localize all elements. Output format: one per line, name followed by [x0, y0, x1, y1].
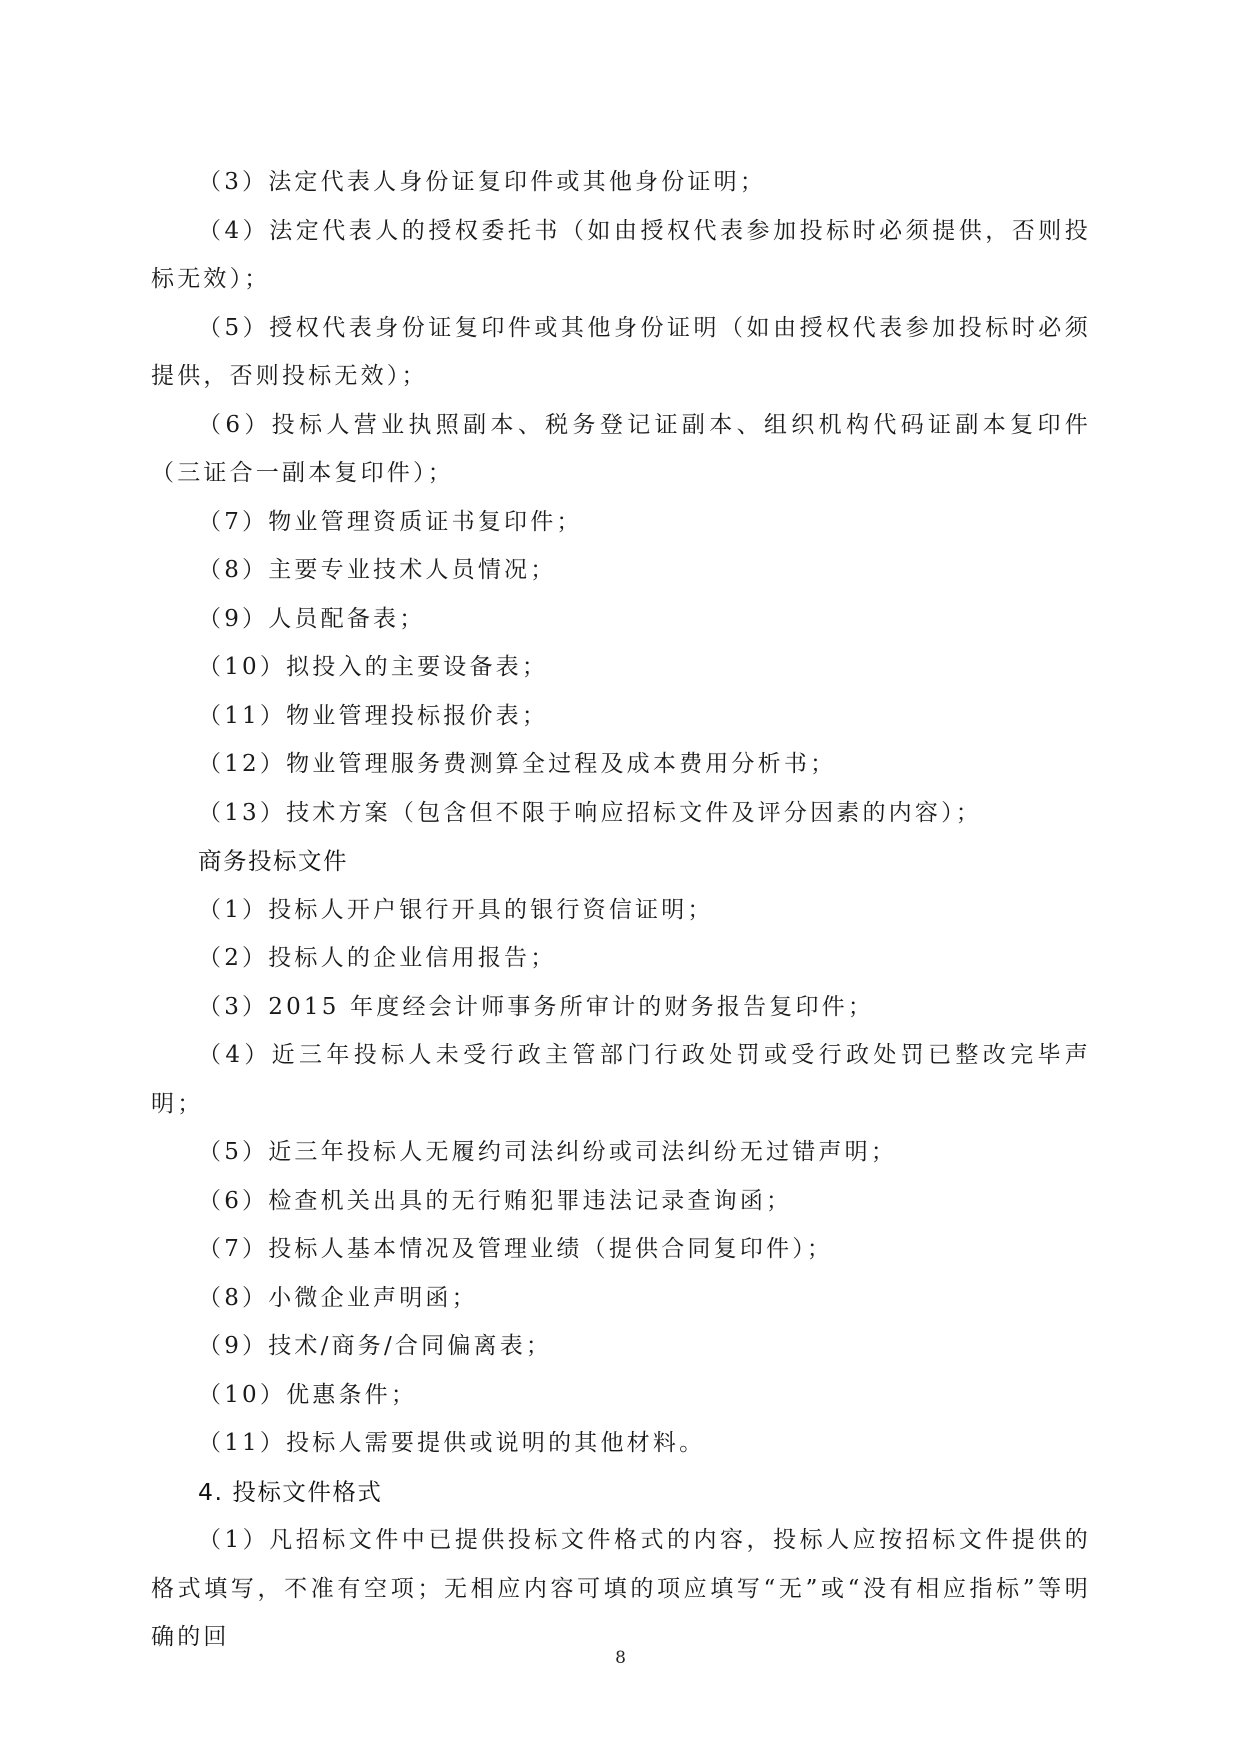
- item-biz-5: （5）近三年投标人无履约司法纠纷或司法纠纷无过错声明；: [198, 1139, 898, 1165]
- item-biz-3: （3）2015 年度经会计师事务所审计的财务报告复印件；: [198, 993, 875, 1020]
- item-biz-11: （11）投标人需要提供或说明的其他材料。: [198, 1430, 706, 1456]
- item-tech-7: （7）物业管理资质证书复印件；: [198, 508, 583, 535]
- item-biz-8: （8）小微企业声明函；: [198, 1284, 478, 1311]
- item-biz-6: （6）检查机关出具的无行贿犯罪违法记录查询函；: [198, 1187, 793, 1214]
- document-body: [151, 158, 1091, 1662]
- item-biz-10: （10）优惠条件；: [198, 1381, 418, 1408]
- item-tech-4: （4）法定代表人的授权委托书（如由授权代表参加投标时必须提供，否则投标无效）；: [151, 217, 1091, 292]
- item-tech-5: （5）授权代表身份证复印件或其他身份证明（如由授权代表参加投标时必须提供，否则投标无效）；: [151, 314, 1091, 389]
- item-tech-12: （12）物业管理服务费测算全过程及成本费用分析书；: [198, 751, 837, 777]
- page-number: 8: [615, 1648, 626, 1668]
- item-tech-6: （6）投标人营业执照副本、税务登记证副本、组织机构代码证副本复印件（三证合一副本复印件）；: [151, 411, 1091, 486]
- item-tech-10: （10）拟投入的主要设备表；: [198, 654, 549, 680]
- item-tech-9: （9）人员配备表；: [198, 605, 426, 632]
- heading-bid-format: 4. 投标文件格式: [198, 1477, 383, 1506]
- item-biz-4: （4）近三年投标人未受行政主管部门行政处罚或受行政处罚已整改完毕声明；: [151, 1042, 1091, 1117]
- item-tech-3: （3）法定代表人身份证复印件或其他身份证明；: [198, 169, 767, 195]
- item-tech-8: （8）主要专业技术人员情况；: [198, 557, 557, 583]
- item-biz-7: （7）投标人基本情况及管理业绩（提供合同复印件）；: [198, 1236, 834, 1262]
- item-tech-13: （13）技术方案（包含但不限于响应招标文件及评分因素的内容）；: [198, 799, 982, 826]
- item-biz-1: （1）投标人开户银行开具的银行资信证明；: [198, 896, 714, 923]
- item-biz-2: （2）投标人的企业信用报告；: [198, 945, 557, 971]
- heading-business-bid: 商务投标文件: [198, 847, 348, 875]
- item-tech-11: （11）物业管理投标报价表；: [198, 702, 549, 729]
- item-format-1: （1）凡招标文件中已提供投标文件格式的内容，投标人应按招标文件提供的格式填写，不准有空项；无相应内容可填的项应填写“无”或“没有相应指标”等明确的回: [151, 1527, 1091, 1650]
- item-biz-9: （9）技术/商务/合同偏离表；: [198, 1333, 553, 1359]
